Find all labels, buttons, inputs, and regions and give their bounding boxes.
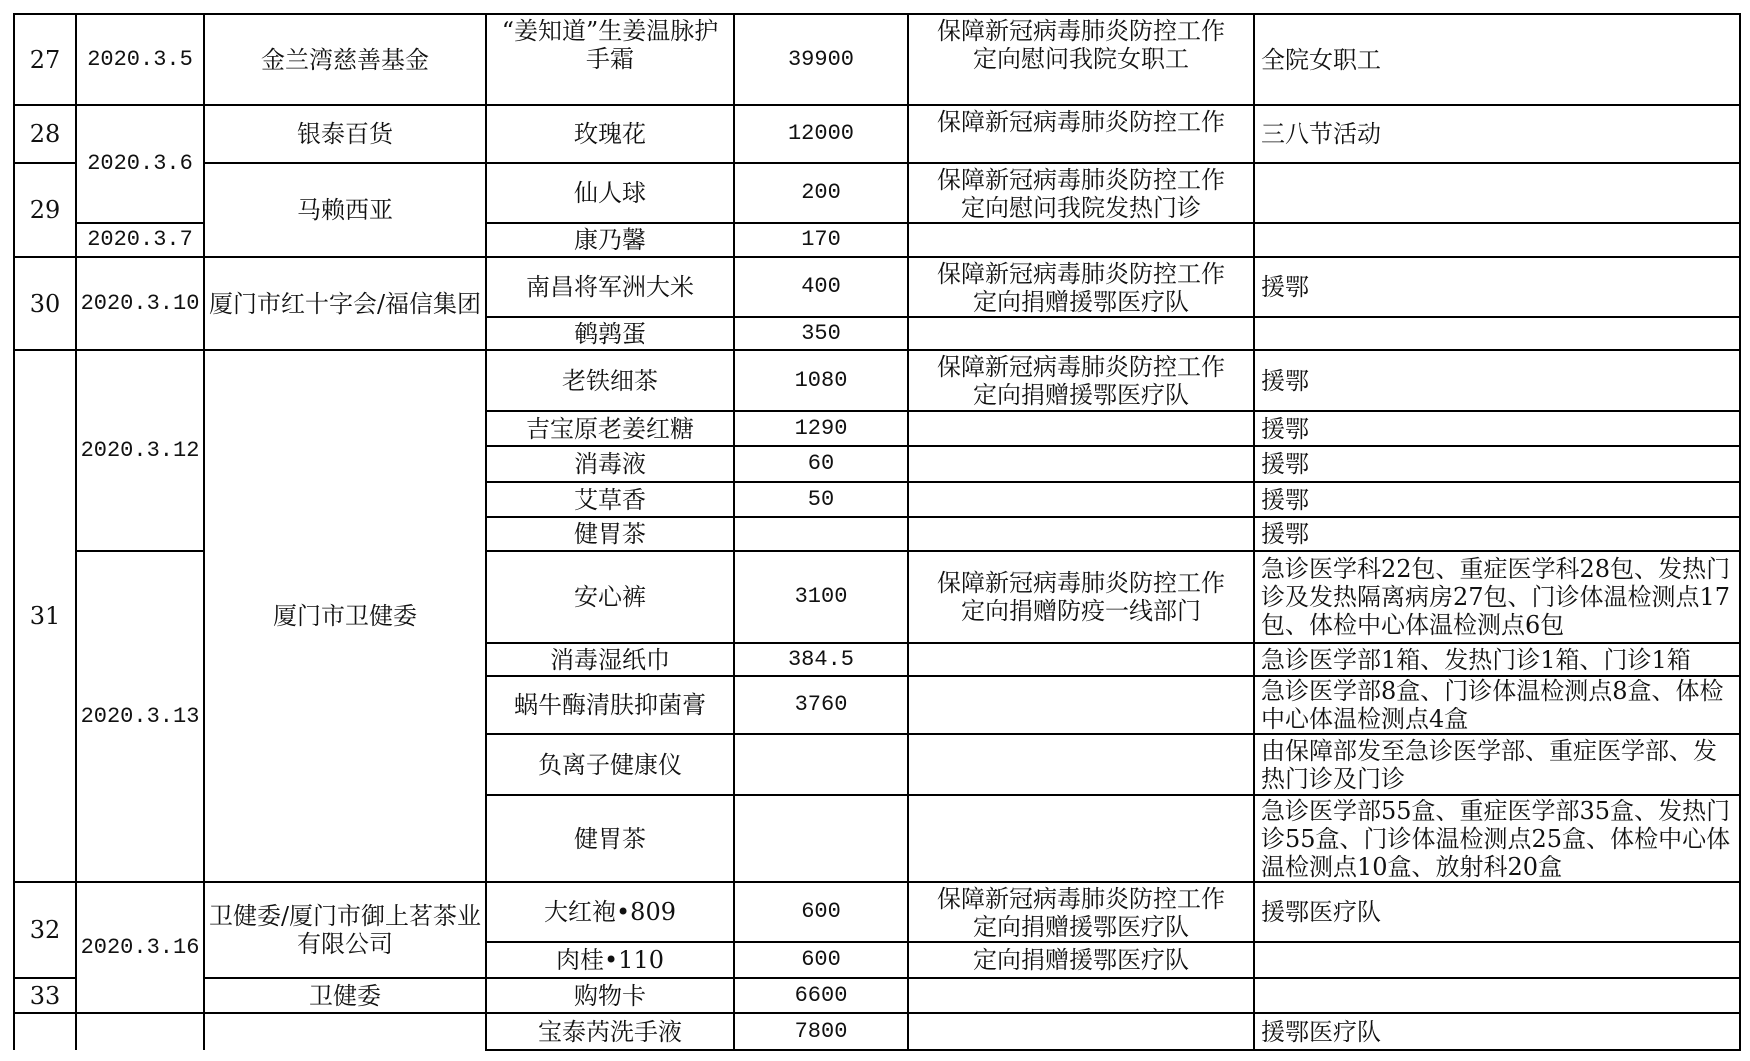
table-row xyxy=(14,257,1740,317)
amount-cell: 1290 xyxy=(734,411,908,446)
amount-cell: 1080 xyxy=(734,350,908,411)
table-row xyxy=(14,978,1740,1013)
purpose-cell xyxy=(908,795,1254,882)
recipient-cell: 三八节活动 xyxy=(1254,105,1740,163)
recipient-cell: 援鄂 xyxy=(1254,350,1740,411)
amount-cell: 384.5 xyxy=(734,643,908,676)
recipient-cell: 急诊医学部1箱、发热门诊1箱、门诊1箱 xyxy=(1254,643,1740,676)
recipient-cell: 援鄂 xyxy=(1254,482,1740,517)
amount-cell: 600 xyxy=(734,882,908,942)
item-cell: 艾草香 xyxy=(486,482,734,517)
recipient-cell xyxy=(1254,978,1740,1013)
date-cell: 2020.3.5 xyxy=(76,14,204,105)
donor-cell: 厦门市卫健委 xyxy=(204,350,486,882)
purpose-cell: 定向捐赠援鄂医疗队 xyxy=(908,942,1254,978)
purpose-cell xyxy=(908,411,1254,446)
donor-cell: 厦门市红十字会/福信集团 xyxy=(204,257,486,350)
purpose-cell xyxy=(908,978,1254,1013)
recipient-cell xyxy=(1254,223,1740,257)
recipient-cell: 援鄂医疗队 xyxy=(1254,1013,1740,1050)
record-number-cell: 27 xyxy=(14,14,76,105)
item-cell: 吉宝原老姜红糖 xyxy=(486,411,734,446)
amount-cell: 3760 xyxy=(734,676,908,734)
amount-cell: 600 xyxy=(734,942,908,978)
donor-cell: 金兰湾慈善基金 xyxy=(204,14,486,105)
recipient-cell: 援鄂医疗队 xyxy=(1254,882,1740,942)
purpose-cell: 保障新冠病毒肺炎防控工作 定向捐赠防疫一线部门 xyxy=(908,551,1254,643)
donor-cell: 马赖西亚 xyxy=(204,163,486,257)
date-cell: 2020.3.12 xyxy=(76,350,204,551)
record-number-cell: 29 xyxy=(14,163,76,257)
item-cell: 宝泰芮洗手液 xyxy=(486,1013,734,1050)
amount-cell xyxy=(734,517,908,551)
amount-cell: 170 xyxy=(734,223,908,257)
purpose-cell xyxy=(908,223,1254,257)
purpose-cell: 保障新冠病毒肺炎防控工作 定向慰问我院发热门诊 xyxy=(908,163,1254,223)
purpose-cell xyxy=(908,446,1254,482)
record-number-cell: 28 xyxy=(14,105,76,163)
item-cell: 老铁细茶 xyxy=(486,350,734,411)
item-cell: 健胃茶 xyxy=(486,795,734,882)
date-cell: 2020.3.16 xyxy=(76,882,204,1013)
purpose-cell xyxy=(908,734,1254,795)
item-cell: 负离子健康仪 xyxy=(486,734,734,795)
record-number-cell: 31 xyxy=(14,350,76,882)
amount-cell: 12000 xyxy=(734,105,908,163)
recipient-cell: 急诊医学部55盒、重症医学部35盒、发热门 诊55盒、门诊体温检测点25盒、体检中心体 温检测点10盒、放射科20盒 xyxy=(1254,795,1740,882)
item-cell: 玫瑰花 xyxy=(486,105,734,163)
record-number-cell: 33 xyxy=(14,978,76,1013)
purpose-cell: 保障新冠病毒肺炎防控工作 定向捐赠援鄂医疗队 xyxy=(908,350,1254,411)
amount-cell: 6600 xyxy=(734,978,908,1013)
purpose-cell xyxy=(908,317,1254,350)
table-row xyxy=(14,105,1740,163)
item-cell: 购物卡 xyxy=(486,978,734,1013)
donor-cell: 卫健委/厦门市御上茗茶业 有限公司 xyxy=(204,882,486,978)
amount-cell: 400 xyxy=(734,257,908,317)
recipient-cell xyxy=(1254,317,1740,350)
record-number-cell: 32 xyxy=(14,882,76,978)
amount-cell: 39900 xyxy=(734,14,908,105)
item-cell: “姜知道”生姜温脉护 手霜 xyxy=(486,14,734,105)
purpose-cell: 保障新冠病毒肺炎防控工作 xyxy=(908,105,1254,163)
table-row xyxy=(14,163,1740,223)
amount-cell: 350 xyxy=(734,317,908,350)
recipient-cell: 急诊医学科22包、重症医学科28包、发热门 诊及发热隔离病房27包、门诊体温检测点17 包、体检中心体温检测点6包 xyxy=(1254,551,1740,643)
purpose-cell: 保障新冠病毒肺炎防控工作 定向慰问我院女职工 xyxy=(908,14,1254,105)
table-row xyxy=(14,1013,1740,1050)
item-cell: 康乃馨 xyxy=(486,223,734,257)
item-cell: 大红袍•809 xyxy=(486,882,734,942)
recipient-cell: 全院女职工 xyxy=(1254,14,1740,105)
recipient-cell xyxy=(1254,942,1740,978)
date-cell: 2020.3.13 xyxy=(76,551,204,882)
donor-cell: 银泰百货 xyxy=(204,105,486,163)
date-cell: 2020.3.6 xyxy=(76,105,204,223)
item-cell: 蜗牛酶清肤抑菌膏 xyxy=(486,676,734,734)
recipient-cell: 援鄂 xyxy=(1254,446,1740,482)
date-cell: 2020.3.10 xyxy=(76,257,204,350)
purpose-cell xyxy=(908,643,1254,676)
purpose-cell xyxy=(908,676,1254,734)
recipient-cell xyxy=(1254,163,1740,223)
recipient-cell: 援鄂 xyxy=(1254,411,1740,446)
recipient-cell: 援鄂 xyxy=(1254,517,1740,551)
item-cell: 南昌将军洲大米 xyxy=(486,257,734,317)
item-cell: 仙人球 xyxy=(486,163,734,223)
recipient-cell: 援鄂 xyxy=(1254,257,1740,317)
recipient-cell: 急诊医学部8盒、门诊体温检测点8盒、体检 中心体温检测点4盒 xyxy=(1254,676,1740,734)
table-row xyxy=(14,350,1740,411)
donor-cell: 卫健委 xyxy=(204,978,486,1013)
purpose-cell: 保障新冠病毒肺炎防控工作 定向捐赠援鄂医疗队 xyxy=(908,257,1254,317)
item-cell: 健胃茶 xyxy=(486,517,734,551)
amount-cell: 7800 xyxy=(734,1013,908,1050)
amount-cell: 60 xyxy=(734,446,908,482)
table-row xyxy=(14,14,1740,105)
item-cell: 消毒湿纸巾 xyxy=(486,643,734,676)
item-cell: 肉桂•110 xyxy=(486,942,734,978)
recipient-cell: 由保障部发至急诊医学部、重症医学部、发 热门诊及门诊 xyxy=(1254,734,1740,795)
purpose-cell xyxy=(908,517,1254,551)
record-number-cell xyxy=(14,1013,76,1050)
item-cell: 安心裤 xyxy=(486,551,734,643)
donation-table xyxy=(13,13,1741,1051)
purpose-cell: 保障新冠病毒肺炎防控工作 定向捐赠援鄂医疗队 xyxy=(908,882,1254,942)
amount-cell: 3100 xyxy=(734,551,908,643)
amount-cell: 50 xyxy=(734,482,908,517)
amount-cell xyxy=(734,795,908,882)
purpose-cell xyxy=(908,482,1254,517)
table-row xyxy=(14,882,1740,942)
donor-cell xyxy=(204,1013,486,1050)
item-cell: 鹌鹑蛋 xyxy=(486,317,734,350)
item-cell: 消毒液 xyxy=(486,446,734,482)
amount-cell xyxy=(734,734,908,795)
purpose-cell xyxy=(908,1013,1254,1050)
record-number-cell: 30 xyxy=(14,257,76,350)
date-cell: 2020.3.7 xyxy=(76,223,204,257)
date-cell xyxy=(76,1013,204,1050)
amount-cell: 200 xyxy=(734,163,908,223)
